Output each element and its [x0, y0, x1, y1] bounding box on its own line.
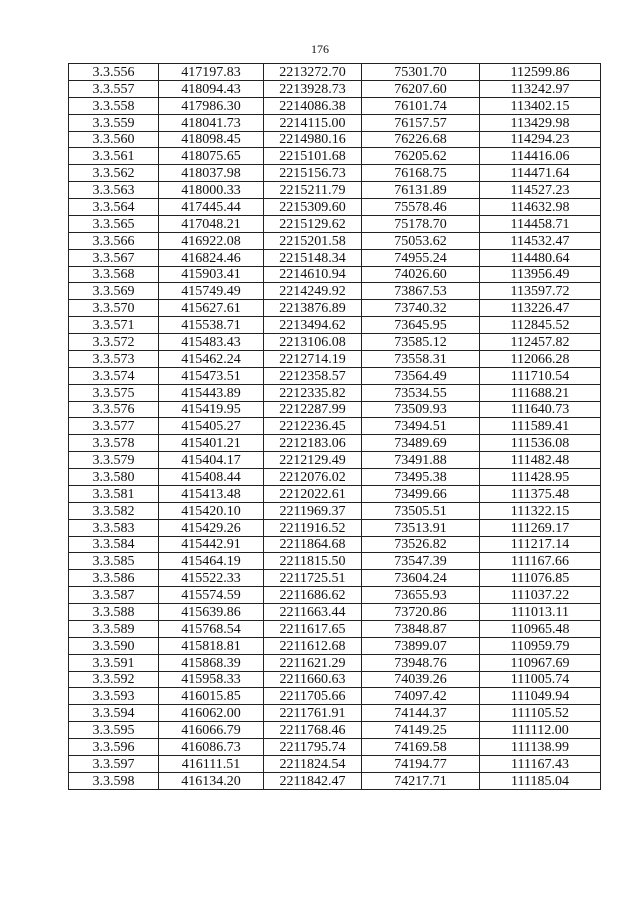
table-row — [69, 722, 601, 739]
point-id-cell: 3.3.590 — [69, 637, 159, 654]
point-id-cell: 3.3.574 — [69, 367, 159, 384]
point-id-cell: 3.3.572 — [69, 334, 159, 351]
table-row — [69, 452, 601, 469]
point-id-cell: 3.3.565 — [69, 215, 159, 232]
value-b-cell: 2215156.73 — [264, 165, 362, 182]
table-row — [69, 97, 601, 114]
value-a-cell: 416134.20 — [159, 772, 264, 789]
table-row — [69, 215, 601, 232]
value-d-cell: 111482.48 — [480, 452, 601, 469]
table-row — [69, 620, 601, 637]
point-id-cell: 3.3.580 — [69, 469, 159, 486]
value-a-cell: 416015.85 — [159, 688, 264, 705]
value-b-cell: 2212358.57 — [264, 367, 362, 384]
value-a-cell: 415868.39 — [159, 654, 264, 671]
value-c-cell: 73489.69 — [362, 435, 480, 452]
value-d-cell: 111536.08 — [480, 435, 601, 452]
value-c-cell: 76157.57 — [362, 114, 480, 131]
value-a-cell: 416086.73 — [159, 739, 264, 756]
point-id-cell: 3.3.586 — [69, 570, 159, 587]
value-c-cell: 75301.70 — [362, 64, 480, 81]
point-id-cell: 3.3.583 — [69, 519, 159, 536]
point-id-cell: 3.3.564 — [69, 199, 159, 216]
point-id-cell: 3.3.593 — [69, 688, 159, 705]
value-c-cell: 74149.25 — [362, 722, 480, 739]
value-a-cell: 416922.08 — [159, 232, 264, 249]
table-row — [69, 350, 601, 367]
value-b-cell: 2215201.58 — [264, 232, 362, 249]
value-b-cell: 2215309.60 — [264, 199, 362, 216]
value-d-cell: 113402.15 — [480, 97, 601, 114]
value-d-cell: 111217.14 — [480, 536, 601, 553]
value-c-cell: 73564.49 — [362, 367, 480, 384]
table-row — [69, 182, 601, 199]
value-c-cell: 76207.60 — [362, 80, 480, 97]
value-b-cell: 2211842.47 — [264, 772, 362, 789]
value-d-cell: 111037.22 — [480, 587, 601, 604]
table-row — [69, 317, 601, 334]
value-a-cell: 415958.33 — [159, 671, 264, 688]
value-b-cell: 2211686.62 — [264, 587, 362, 604]
value-c-cell: 75578.46 — [362, 199, 480, 216]
value-a-cell: 415903.41 — [159, 266, 264, 283]
value-b-cell: 2214115.00 — [264, 114, 362, 131]
value-d-cell: 111322.15 — [480, 502, 601, 519]
value-d-cell: 111005.74 — [480, 671, 601, 688]
value-c-cell: 76205.62 — [362, 148, 480, 165]
value-c-cell: 73513.91 — [362, 519, 480, 536]
point-id-cell: 3.3.571 — [69, 317, 159, 334]
table-row — [69, 654, 601, 671]
value-d-cell: 114294.23 — [480, 131, 601, 148]
value-d-cell: 114480.64 — [480, 249, 601, 266]
value-b-cell: 2212022.61 — [264, 485, 362, 502]
value-c-cell: 74217.71 — [362, 772, 480, 789]
table-row — [69, 637, 601, 654]
value-c-cell: 73899.07 — [362, 637, 480, 654]
table-row — [69, 367, 601, 384]
value-a-cell: 416062.00 — [159, 705, 264, 722]
value-a-cell: 417445.44 — [159, 199, 264, 216]
value-b-cell: 2211617.65 — [264, 620, 362, 637]
value-b-cell: 2214610.94 — [264, 266, 362, 283]
point-id-cell: 3.3.573 — [69, 350, 159, 367]
table-row — [69, 148, 601, 165]
page-number: 176 — [311, 42, 329, 56]
point-id-cell: 3.3.560 — [69, 131, 159, 148]
value-a-cell: 416111.51 — [159, 755, 264, 772]
value-d-cell: 112599.86 — [480, 64, 601, 81]
table-row — [69, 570, 601, 587]
value-a-cell: 415443.89 — [159, 384, 264, 401]
value-a-cell: 415405.27 — [159, 418, 264, 435]
point-id-cell: 3.3.588 — [69, 604, 159, 621]
value-b-cell: 2211815.50 — [264, 553, 362, 570]
value-b-cell: 2211864.68 — [264, 536, 362, 553]
value-b-cell: 2214086.38 — [264, 97, 362, 114]
value-a-cell: 415404.17 — [159, 452, 264, 469]
value-a-cell: 418075.65 — [159, 148, 264, 165]
value-c-cell: 75178.70 — [362, 215, 480, 232]
value-a-cell: 416824.46 — [159, 249, 264, 266]
point-id-cell: 3.3.577 — [69, 418, 159, 435]
value-d-cell: 113597.72 — [480, 283, 601, 300]
table-row — [69, 485, 601, 502]
value-d-cell: 111112.00 — [480, 722, 601, 739]
coordinate-table — [68, 63, 601, 790]
table-row — [69, 536, 601, 553]
table-row — [69, 705, 601, 722]
point-id-cell: 3.3.578 — [69, 435, 159, 452]
value-c-cell: 73848.87 — [362, 620, 480, 637]
point-id-cell: 3.3.561 — [69, 148, 159, 165]
value-a-cell: 415538.71 — [159, 317, 264, 334]
point-id-cell: 3.3.589 — [69, 620, 159, 637]
point-id-cell: 3.3.576 — [69, 401, 159, 418]
point-id-cell: 3.3.595 — [69, 722, 159, 739]
value-d-cell: 113242.97 — [480, 80, 601, 97]
value-d-cell: 112066.28 — [480, 350, 601, 367]
table-row — [69, 755, 601, 772]
value-d-cell: 113226.47 — [480, 300, 601, 317]
value-d-cell: 111138.99 — [480, 739, 601, 756]
point-id-cell: 3.3.596 — [69, 739, 159, 756]
point-id-cell: 3.3.575 — [69, 384, 159, 401]
table-row — [69, 435, 601, 452]
value-d-cell: 110967.69 — [480, 654, 601, 671]
value-b-cell: 2211969.37 — [264, 502, 362, 519]
point-id-cell: 3.3.557 — [69, 80, 159, 97]
value-a-cell: 415574.59 — [159, 587, 264, 604]
value-d-cell: 111640.73 — [480, 401, 601, 418]
value-b-cell: 2211768.46 — [264, 722, 362, 739]
value-d-cell: 111049.94 — [480, 688, 601, 705]
point-id-cell: 3.3.591 — [69, 654, 159, 671]
value-b-cell: 2211725.51 — [264, 570, 362, 587]
value-a-cell: 415627.61 — [159, 300, 264, 317]
point-id-cell: 3.3.568 — [69, 266, 159, 283]
value-a-cell: 415413.48 — [159, 485, 264, 502]
point-id-cell: 3.3.585 — [69, 553, 159, 570]
value-d-cell: 110959.79 — [480, 637, 601, 654]
value-c-cell: 74169.58 — [362, 739, 480, 756]
value-b-cell: 2215129.62 — [264, 215, 362, 232]
value-c-cell: 73505.51 — [362, 502, 480, 519]
value-b-cell: 2214249.92 — [264, 283, 362, 300]
value-c-cell: 76131.89 — [362, 182, 480, 199]
value-a-cell: 415522.33 — [159, 570, 264, 587]
value-d-cell: 111589.41 — [480, 418, 601, 435]
value-d-cell: 112845.52 — [480, 317, 601, 334]
table-row — [69, 300, 601, 317]
table-row — [69, 64, 601, 81]
value-b-cell: 2211621.29 — [264, 654, 362, 671]
point-id-cell: 3.3.594 — [69, 705, 159, 722]
value-d-cell: 114632.98 — [480, 199, 601, 216]
value-b-cell: 2211761.91 — [264, 705, 362, 722]
value-c-cell: 73655.93 — [362, 587, 480, 604]
point-id-cell: 3.3.567 — [69, 249, 159, 266]
value-a-cell: 415442.91 — [159, 536, 264, 553]
table-row — [69, 131, 601, 148]
value-a-cell: 417986.30 — [159, 97, 264, 114]
point-id-cell: 3.3.582 — [69, 502, 159, 519]
value-a-cell: 417048.21 — [159, 215, 264, 232]
value-b-cell: 2211916.52 — [264, 519, 362, 536]
value-c-cell: 73948.76 — [362, 654, 480, 671]
table-row — [69, 266, 601, 283]
table-row — [69, 232, 601, 249]
table-row — [69, 165, 601, 182]
value-d-cell: 111167.66 — [480, 553, 601, 570]
value-d-cell: 111185.04 — [480, 772, 601, 789]
table-row — [69, 604, 601, 621]
table-row — [69, 553, 601, 570]
value-d-cell: 111688.21 — [480, 384, 601, 401]
value-d-cell: 114458.71 — [480, 215, 601, 232]
value-d-cell: 113429.98 — [480, 114, 601, 131]
point-id-cell: 3.3.563 — [69, 182, 159, 199]
value-b-cell: 2211612.68 — [264, 637, 362, 654]
value-b-cell: 2212714.19 — [264, 350, 362, 367]
value-d-cell: 114532.47 — [480, 232, 601, 249]
table-row — [69, 199, 601, 216]
value-d-cell: 110965.48 — [480, 620, 601, 637]
value-c-cell: 76101.74 — [362, 97, 480, 114]
value-a-cell: 415768.54 — [159, 620, 264, 637]
value-a-cell: 415473.51 — [159, 367, 264, 384]
value-b-cell: 2212335.82 — [264, 384, 362, 401]
value-b-cell: 2213106.08 — [264, 334, 362, 351]
value-b-cell: 2215148.34 — [264, 249, 362, 266]
table-row — [69, 401, 601, 418]
table-row — [69, 80, 601, 97]
value-a-cell: 415818.81 — [159, 637, 264, 654]
value-d-cell: 111375.48 — [480, 485, 601, 502]
point-id-cell: 3.3.581 — [69, 485, 159, 502]
value-b-cell: 2212236.45 — [264, 418, 362, 435]
value-b-cell: 2211663.44 — [264, 604, 362, 621]
value-c-cell: 73558.31 — [362, 350, 480, 367]
point-id-cell: 3.3.587 — [69, 587, 159, 604]
value-d-cell: 112457.82 — [480, 334, 601, 351]
value-a-cell: 415401.21 — [159, 435, 264, 452]
table-row — [69, 519, 601, 536]
value-c-cell: 73491.88 — [362, 452, 480, 469]
value-d-cell: 111428.95 — [480, 469, 601, 486]
value-a-cell: 418098.45 — [159, 131, 264, 148]
value-a-cell: 415749.49 — [159, 283, 264, 300]
value-b-cell: 2213272.70 — [264, 64, 362, 81]
point-id-cell: 3.3.559 — [69, 114, 159, 131]
value-c-cell: 73740.32 — [362, 300, 480, 317]
value-b-cell: 2212129.49 — [264, 452, 362, 469]
value-c-cell: 73495.38 — [362, 469, 480, 486]
table-row — [69, 739, 601, 756]
value-b-cell: 2211660.63 — [264, 671, 362, 688]
value-b-cell: 2212076.02 — [264, 469, 362, 486]
value-a-cell: 416066.79 — [159, 722, 264, 739]
point-id-cell: 3.3.562 — [69, 165, 159, 182]
value-b-cell: 2211795.74 — [264, 739, 362, 756]
point-id-cell: 3.3.584 — [69, 536, 159, 553]
value-b-cell: 2214980.16 — [264, 131, 362, 148]
table-row — [69, 502, 601, 519]
value-b-cell: 2213494.62 — [264, 317, 362, 334]
point-id-cell: 3.3.598 — [69, 772, 159, 789]
value-c-cell: 73547.39 — [362, 553, 480, 570]
value-d-cell: 111013.11 — [480, 604, 601, 621]
table-row — [69, 283, 601, 300]
value-a-cell: 417197.83 — [159, 64, 264, 81]
value-c-cell: 75053.62 — [362, 232, 480, 249]
value-a-cell: 418000.33 — [159, 182, 264, 199]
value-a-cell: 418037.98 — [159, 165, 264, 182]
point-id-cell: 3.3.579 — [69, 452, 159, 469]
table-row — [69, 469, 601, 486]
value-d-cell: 111105.52 — [480, 705, 601, 722]
value-c-cell: 73534.55 — [362, 384, 480, 401]
table-row — [69, 587, 601, 604]
value-a-cell: 418094.43 — [159, 80, 264, 97]
value-c-cell: 73604.24 — [362, 570, 480, 587]
value-d-cell: 111710.54 — [480, 367, 601, 384]
table-row — [69, 418, 601, 435]
value-c-cell: 76226.68 — [362, 131, 480, 148]
value-d-cell: 114527.23 — [480, 182, 601, 199]
value-d-cell: 114416.06 — [480, 148, 601, 165]
value-c-cell: 73645.95 — [362, 317, 480, 334]
value-a-cell: 415464.19 — [159, 553, 264, 570]
value-d-cell: 111167.43 — [480, 755, 601, 772]
table-row — [69, 249, 601, 266]
value-c-cell: 74955.24 — [362, 249, 480, 266]
value-c-cell: 74039.26 — [362, 671, 480, 688]
value-a-cell: 415483.43 — [159, 334, 264, 351]
table-row — [69, 384, 601, 401]
value-c-cell: 73585.12 — [362, 334, 480, 351]
value-b-cell: 2213928.73 — [264, 80, 362, 97]
value-a-cell: 418041.73 — [159, 114, 264, 131]
value-b-cell: 2211824.54 — [264, 755, 362, 772]
value-c-cell: 73867.53 — [362, 283, 480, 300]
coordinate-table-body — [69, 64, 601, 790]
value-d-cell: 113956.49 — [480, 266, 601, 283]
table-row — [69, 334, 601, 351]
value-b-cell: 2211705.66 — [264, 688, 362, 705]
value-b-cell: 2215211.79 — [264, 182, 362, 199]
table-row — [69, 772, 601, 789]
value-b-cell: 2212183.06 — [264, 435, 362, 452]
point-id-cell: 3.3.570 — [69, 300, 159, 317]
value-c-cell: 73499.66 — [362, 485, 480, 502]
value-c-cell: 73509.93 — [362, 401, 480, 418]
value-c-cell: 74026.60 — [362, 266, 480, 283]
value-c-cell: 76168.75 — [362, 165, 480, 182]
value-a-cell: 415420.10 — [159, 502, 264, 519]
point-id-cell: 3.3.569 — [69, 283, 159, 300]
value-c-cell: 74194.77 — [362, 755, 480, 772]
value-d-cell: 114471.64 — [480, 165, 601, 182]
value-a-cell: 415429.26 — [159, 519, 264, 536]
value-c-cell: 74144.37 — [362, 705, 480, 722]
value-a-cell: 415462.24 — [159, 350, 264, 367]
value-b-cell: 2212287.99 — [264, 401, 362, 418]
value-c-cell: 74097.42 — [362, 688, 480, 705]
point-id-cell: 3.3.592 — [69, 671, 159, 688]
value-c-cell: 73494.51 — [362, 418, 480, 435]
value-b-cell: 2213876.89 — [264, 300, 362, 317]
value-a-cell: 415419.95 — [159, 401, 264, 418]
point-id-cell: 3.3.597 — [69, 755, 159, 772]
value-a-cell: 415639.86 — [159, 604, 264, 621]
point-id-cell: 3.3.556 — [69, 64, 159, 81]
value-b-cell: 2215101.68 — [264, 148, 362, 165]
table-row — [69, 114, 601, 131]
value-a-cell: 415408.44 — [159, 469, 264, 486]
point-id-cell: 3.3.558 — [69, 97, 159, 114]
table-row — [69, 671, 601, 688]
table-row — [69, 688, 601, 705]
value-c-cell: 73526.82 — [362, 536, 480, 553]
point-id-cell: 3.3.566 — [69, 232, 159, 249]
value-d-cell: 111269.17 — [480, 519, 601, 536]
value-c-cell: 73720.86 — [362, 604, 480, 621]
value-d-cell: 111076.85 — [480, 570, 601, 587]
